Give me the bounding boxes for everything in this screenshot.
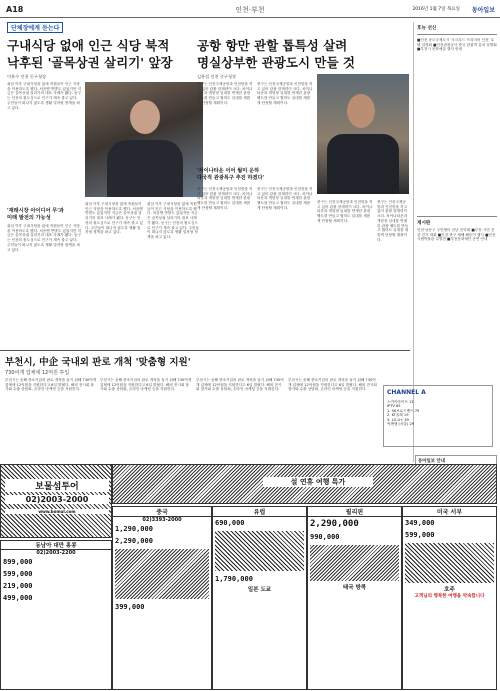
ad-price: 899,000 xyxy=(3,558,33,566)
ad-banner-text: 설 연휴 여행 특가 xyxy=(263,477,373,487)
contact-title: 동아일보 안내 xyxy=(418,458,494,466)
headline-2-line-2: 명실상부한 관광도시 만들 것 xyxy=(197,55,355,70)
photo-interviewee-2 xyxy=(317,74,409,194)
ad-travel-brand xyxy=(0,464,112,538)
newspaper-name: 동아일보 xyxy=(471,7,495,14)
ad-pattern xyxy=(215,531,304,571)
section-name: 인천·부천 xyxy=(235,6,265,14)
article-2-column-2: 중구는 인천국제공항과 인천항을 끼고 있어 관광 잠재력이 크다. 차이나타운과 개항장 일대를 연계한 관광 벨트를 만들고 월미도 일대를 새롭게 단장할 계획이다. xyxy=(257,82,313,105)
article-2-column-3: 중구는 인천국제공항과 인천항을 끼고 있어 관광 잠재력이 크다. 차이나타운과 개항장 일대를 연계한 관광 벨트를 만들고 월미도 일대를 새롭게 단장할 계획이다. xyxy=(197,187,253,210)
pull-quote-1: '재래시장 아이디어 무'과 미래 발전의 가능성 xyxy=(7,208,64,221)
sidebar-title-1: 호뉴 선신 xyxy=(417,26,437,31)
byline-1: 이흥수 인천 동구청장 xyxy=(7,74,47,79)
ad-price: 1,790,000 xyxy=(215,575,253,583)
byline-2: 김홍섭 인천 중구청장 xyxy=(197,74,237,79)
news-column-2: 부천시는 올해 중소기업의 판로 개척을 돕기 위해 730여개 업체에 12억원을 지원한다고 6일 밝혔다. 해외 전시회 참가와 수출 상담회, 온라인 마케팅 등을 지원한다. xyxy=(100,378,192,392)
section-divider xyxy=(0,350,410,351)
ad-dest: 유럽 xyxy=(213,507,306,517)
divider xyxy=(417,34,497,35)
ad-footer: 고객님의 행복한 여행을 약속합니다 xyxy=(403,593,496,599)
ad-block-2 xyxy=(112,506,212,690)
ad-phone: 02)2003-2200 xyxy=(1,550,111,556)
ad-price: 990,000 xyxy=(310,533,340,541)
ad-dest: 일본 도쿄 xyxy=(213,585,306,593)
ad-price: 1,290,000 xyxy=(115,525,153,533)
news-subheadline: 730여개 업체에 12억원 투입 xyxy=(5,370,70,376)
ad-price: 219,000 xyxy=(3,582,33,590)
ad-store-name: 보물섬투어 xyxy=(5,479,109,492)
ad-block-3 xyxy=(212,506,307,690)
article-2-column-1: 중구는 인천국제공항과 인천항을 끼고 있어 관광 잠재력이 크다. 차이나타운과 개항장 일대를 연계한 관광 벨트를 만들고 월미도 일대를 새롭게 단장할 계획이다. xyxy=(197,82,253,105)
ad-price: 499,000 xyxy=(3,594,33,602)
ad-block-4 xyxy=(307,506,402,690)
channel-list: 스카이라이프 13 IPTV 65 1. SK브로드밴드 79 2. KT올레 19 3. LG U+ 39 씨앤엠 (서울) 29 xyxy=(387,400,420,427)
photo-face xyxy=(347,94,375,128)
interview-article-2 xyxy=(197,22,409,349)
ad-dest: 필리핀 xyxy=(308,507,401,517)
ad-price: 399,000 xyxy=(115,603,145,611)
ad-price: 599,000 xyxy=(3,570,33,578)
photo-suit xyxy=(107,140,183,197)
article-1-column-1: 취임 이후 구내식당을 없애 직원들이 인근 식당을 이용하도록 했다. 처음엔 반발도 있었지만 지금은 골목상권 살리기의 대표 사례가 됐다. 동구는 인천의 원도심으로 인구가 계속 줄고 있다. 주민들이 떠나지 않도록 생활 밀착형 정책을 펴고 있다. xyxy=(7,82,81,110)
divider xyxy=(417,216,497,217)
ad-pattern xyxy=(310,545,399,581)
news-column-4: 부천시는 올해 중소기업의 판로 개척을 돕기 위해 730여개 업체에 12억원을 지원한다고 6일 밝혔다. 해외 전시회 참가와 수출 상담회, 온라인 마케팅 등을 지원한다. xyxy=(288,378,377,392)
news-column-3: 부천시는 올해 중소기업의 판로 개척을 돕기 위해 730여개 업체에 12억원을 지원한다고 6일 밝혔다. 해외 전시회 참가와 수출 상담회, 온라인 마케팅 등을 지원한다. xyxy=(196,378,284,392)
photo-interviewee-1 xyxy=(85,82,203,197)
news-column-1: 부천시는 올해 중소기업의 판로 개척을 돕기 위해 730여개 업체에 12억원을 지원한다고 6일 밝혔다. 해외 전시회 참가와 수출 상담회, 온라인 마케팅 등을 지원한다. xyxy=(5,378,97,392)
ad-dest: 호주 xyxy=(403,585,496,593)
ad-pattern xyxy=(405,543,494,583)
photo-suit xyxy=(327,134,399,194)
ad-store-phone: 02)2003-2000 xyxy=(5,495,109,504)
interview-kicker: 단체장에게 듣는다 xyxy=(7,22,63,33)
ad-dest: 동남아 대만 홍콩 xyxy=(1,541,111,550)
ad-dest: 태국 방콕 xyxy=(308,583,401,591)
page-number: A18 xyxy=(6,5,24,14)
channel-logo: CHANNEL A xyxy=(387,389,426,396)
ad-price: 2,290,000 xyxy=(310,519,359,529)
sidebar-list-2: 인천 남동구 주민센터 신년 음악회 ■부천 시민 건강 걷기 대회 ■인천 중구 새해 해돋이 행사 ■인천시립박물관 특별전 ■부천문화재단 공연 안내 xyxy=(417,228,496,242)
news-headline: 부천시, 中企 국내외 판로 개척 '맞춤형 지원' xyxy=(5,357,191,368)
ad-price: 690,000 xyxy=(215,519,245,527)
photo-face xyxy=(130,100,160,134)
article-2-column-6: 중구는 인천국제공항과 인천항을 끼고 있어 관광 잠재력이 크다. 차이나타운과 개항장 일대를 연계한 관광 벨트를 만들고 월미도 일대를 새롭게 단장할 계획이다. xyxy=(377,200,409,242)
ad-pattern xyxy=(115,549,209,599)
article-1-column-4: 취임 이후 구내식당을 없애 직원들이 인근 식당을 이용하도록 했다. 처음엔 반발도 있었지만 지금은 골목상권 살리기의 대표 사례가 됐다. 동구는 인천의 원도심으로 인구가 계속 줄고 있다. 주민들이 떠나지 않도록 생활 밀착형 정책을 펴고 있다. xyxy=(147,202,199,239)
ad-store-site: www.bomul.com xyxy=(5,509,109,514)
ad-banner xyxy=(112,464,497,504)
advertisement-area xyxy=(0,458,500,691)
ad-block-5 xyxy=(402,506,497,690)
ad-price: 599,000 xyxy=(405,531,435,539)
headline-1-line-2: 낙후된 '골목상권 살리기' 앞장 xyxy=(7,55,173,70)
ad-dest: 미국 서부 xyxy=(403,507,496,517)
channel-info-box xyxy=(383,385,493,447)
ad-price: 349,000 xyxy=(405,519,435,527)
dateline: 2016년 1월 7일 목요일 xyxy=(412,7,460,12)
pull-quote-2: '차이나타운 이어 월미 운하 다국적 관광특구 추진 하겠다' xyxy=(197,168,265,181)
sidebar-title-2: 게시판 xyxy=(417,221,431,226)
article-1-column-3: 취임 이후 구내식당을 없애 직원들이 인근 식당을 이용하도록 했다. 처음엔 반발도 있었지만 지금은 골목상권 살리기의 대표 사례가 됐다. 동구는 인천의 원도심으로 인구가 계속 줄고 있다. 주민들이 떠나지 않도록 생활 밀착형 정책을 펴고 있다. xyxy=(85,202,143,235)
article-2-column-4: 중구는 인천국제공항과 인천항을 끼고 있어 관광 잠재력이 크다. 차이나타운과 개항장 일대를 연계한 관광 벨트를 만들고 월미도 일대를 새롭게 단장할 계획이다. xyxy=(257,187,313,210)
headline-2-line-1: 공항 항만 관할 톱특성 살려 xyxy=(197,38,348,53)
article-1-column-2: 취임 이후 구내식당을 없애 직원들이 인근 식당을 이용하도록 했다. 처음엔 반발도 있었지만 지금은 골목상권 살리기의 대표 사례가 됐다. 동구는 인천의 원도심으로 인구가 계속 줄고 있다. 주민들이 떠나지 않도록 생활 밀착형 정책을 펴고 있다. xyxy=(7,224,81,252)
page-header xyxy=(0,0,500,18)
headline-1-line-1: 구내식당 없애 인근 식당 북적 xyxy=(7,38,170,53)
ad-phone: 02)3393-2000 xyxy=(113,517,211,523)
sidebar-list-1: ■인천 송도국제도시 '오크우드 프리미어 인천' 호텔 설명회 ■인천관광공사 중국 관광객 유치 설명회 ■부천시 문화예술 행사 안내 xyxy=(417,38,497,52)
article-2-column-5: 중구는 인천국제공항과 인천항을 끼고 있어 관광 잠재력이 크다. 차이나타운과 개항장 일대를 연계한 관광 벨트를 만들고 월미도 일대를 새롭게 단장할 계획이다. xyxy=(317,200,373,223)
ad-price: 2,290,000 xyxy=(115,537,153,545)
ad-block-1 xyxy=(0,540,112,690)
ad-dest: 중국 xyxy=(113,507,211,517)
